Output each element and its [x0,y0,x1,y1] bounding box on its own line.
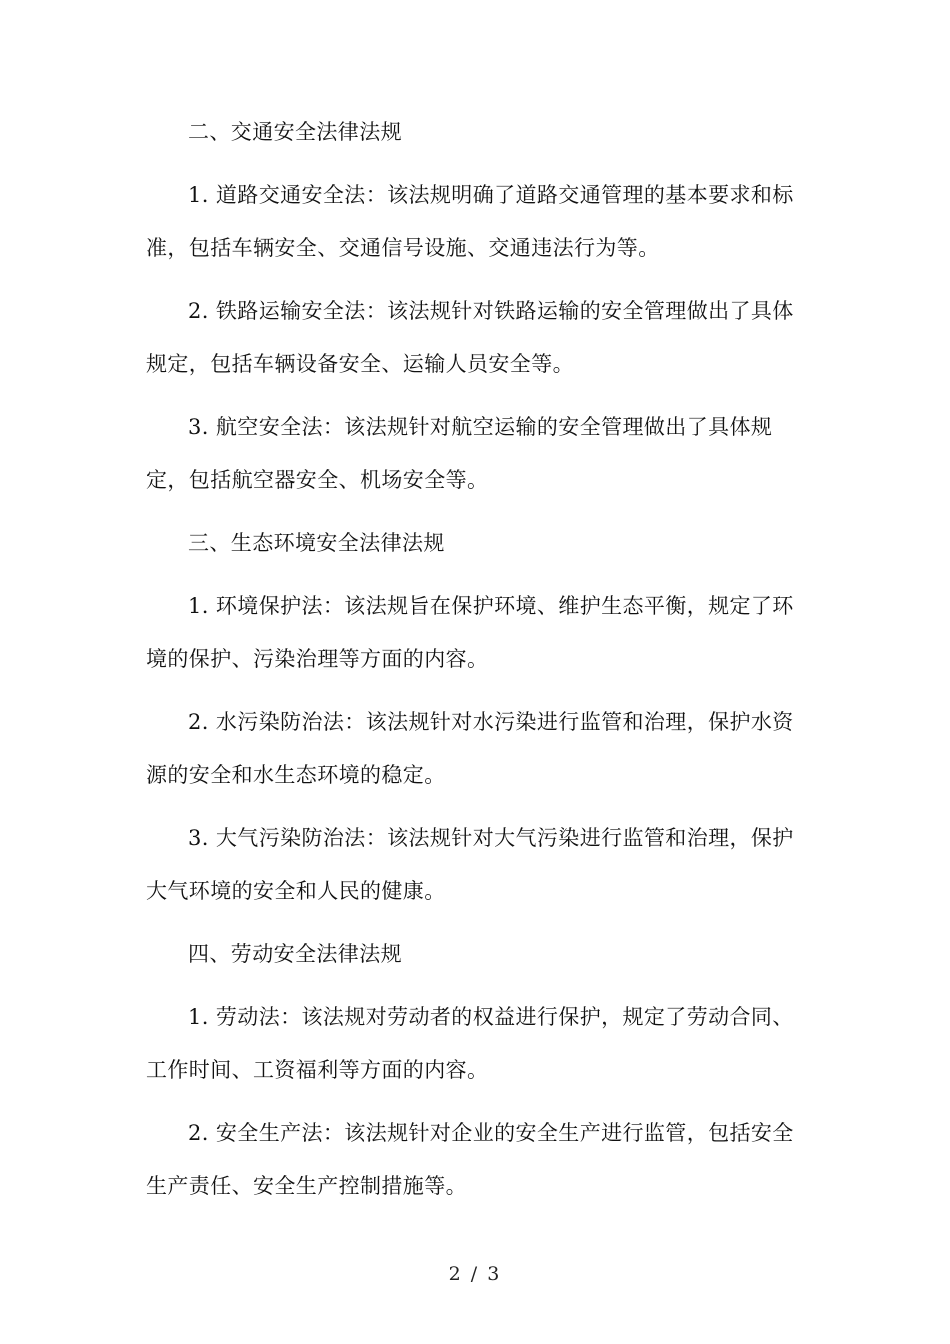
section-heading-labor: 四、劳动安全法律法规 [188,942,402,966]
page-number: 2 / 3 [448,1263,502,1285]
paragraph-aviation-safety-law: 3. 航空安全法：该法规针对航空运输的安全管理做出了具体规定，包括航空器安全、机场安全等。 [146,415,773,492]
paragraph-environmental-protection-law: 1. 环境保护法：该法规旨在保护环境、维护生态平衡，规定了环境的保护、污染治理等方面的内容。 [146,594,794,671]
paragraph-work-safety-law: 2. 安全生产法：该法规针对企业的安全生产进行监管，包括安全生产责任、安全生产控制措施等。 [146,1121,794,1198]
paragraph-water-pollution-law: 2. 水污染防治法：该法规针对水污染进行监管和治理，保护水资源的安全和水生态环境的稳定。 [146,710,794,787]
section-heading-traffic: 二、交通安全法律法规 [188,120,402,144]
paragraph-air-pollution-law: 3. 大气污染防治法：该法规针对大气污染进行监管和治理，保护大气环境的安全和人民的健康。 [146,826,794,903]
paragraph-labor-law: 1. 劳动法：该法规对劳动者的权益进行保护，规定了劳动合同、工作时间、工资福利等方面的内容。 [146,1005,794,1082]
document-body [146,106,810,1223]
section-heading-ecology: 三、生态环境安全法律法规 [188,531,445,555]
paragraph-railway-safety-law: 2. 铁路运输安全法：该法规针对铁路运输的安全管理做出了具体规定，包括车辆设备安全、运输人员安全等。 [146,299,794,376]
paragraph-road-traffic-law: 1. 道路交通安全法：该法规明确了道路交通管理的基本要求和标准，包括车辆安全、交通信号设施、交通违法行为等。 [146,183,794,260]
